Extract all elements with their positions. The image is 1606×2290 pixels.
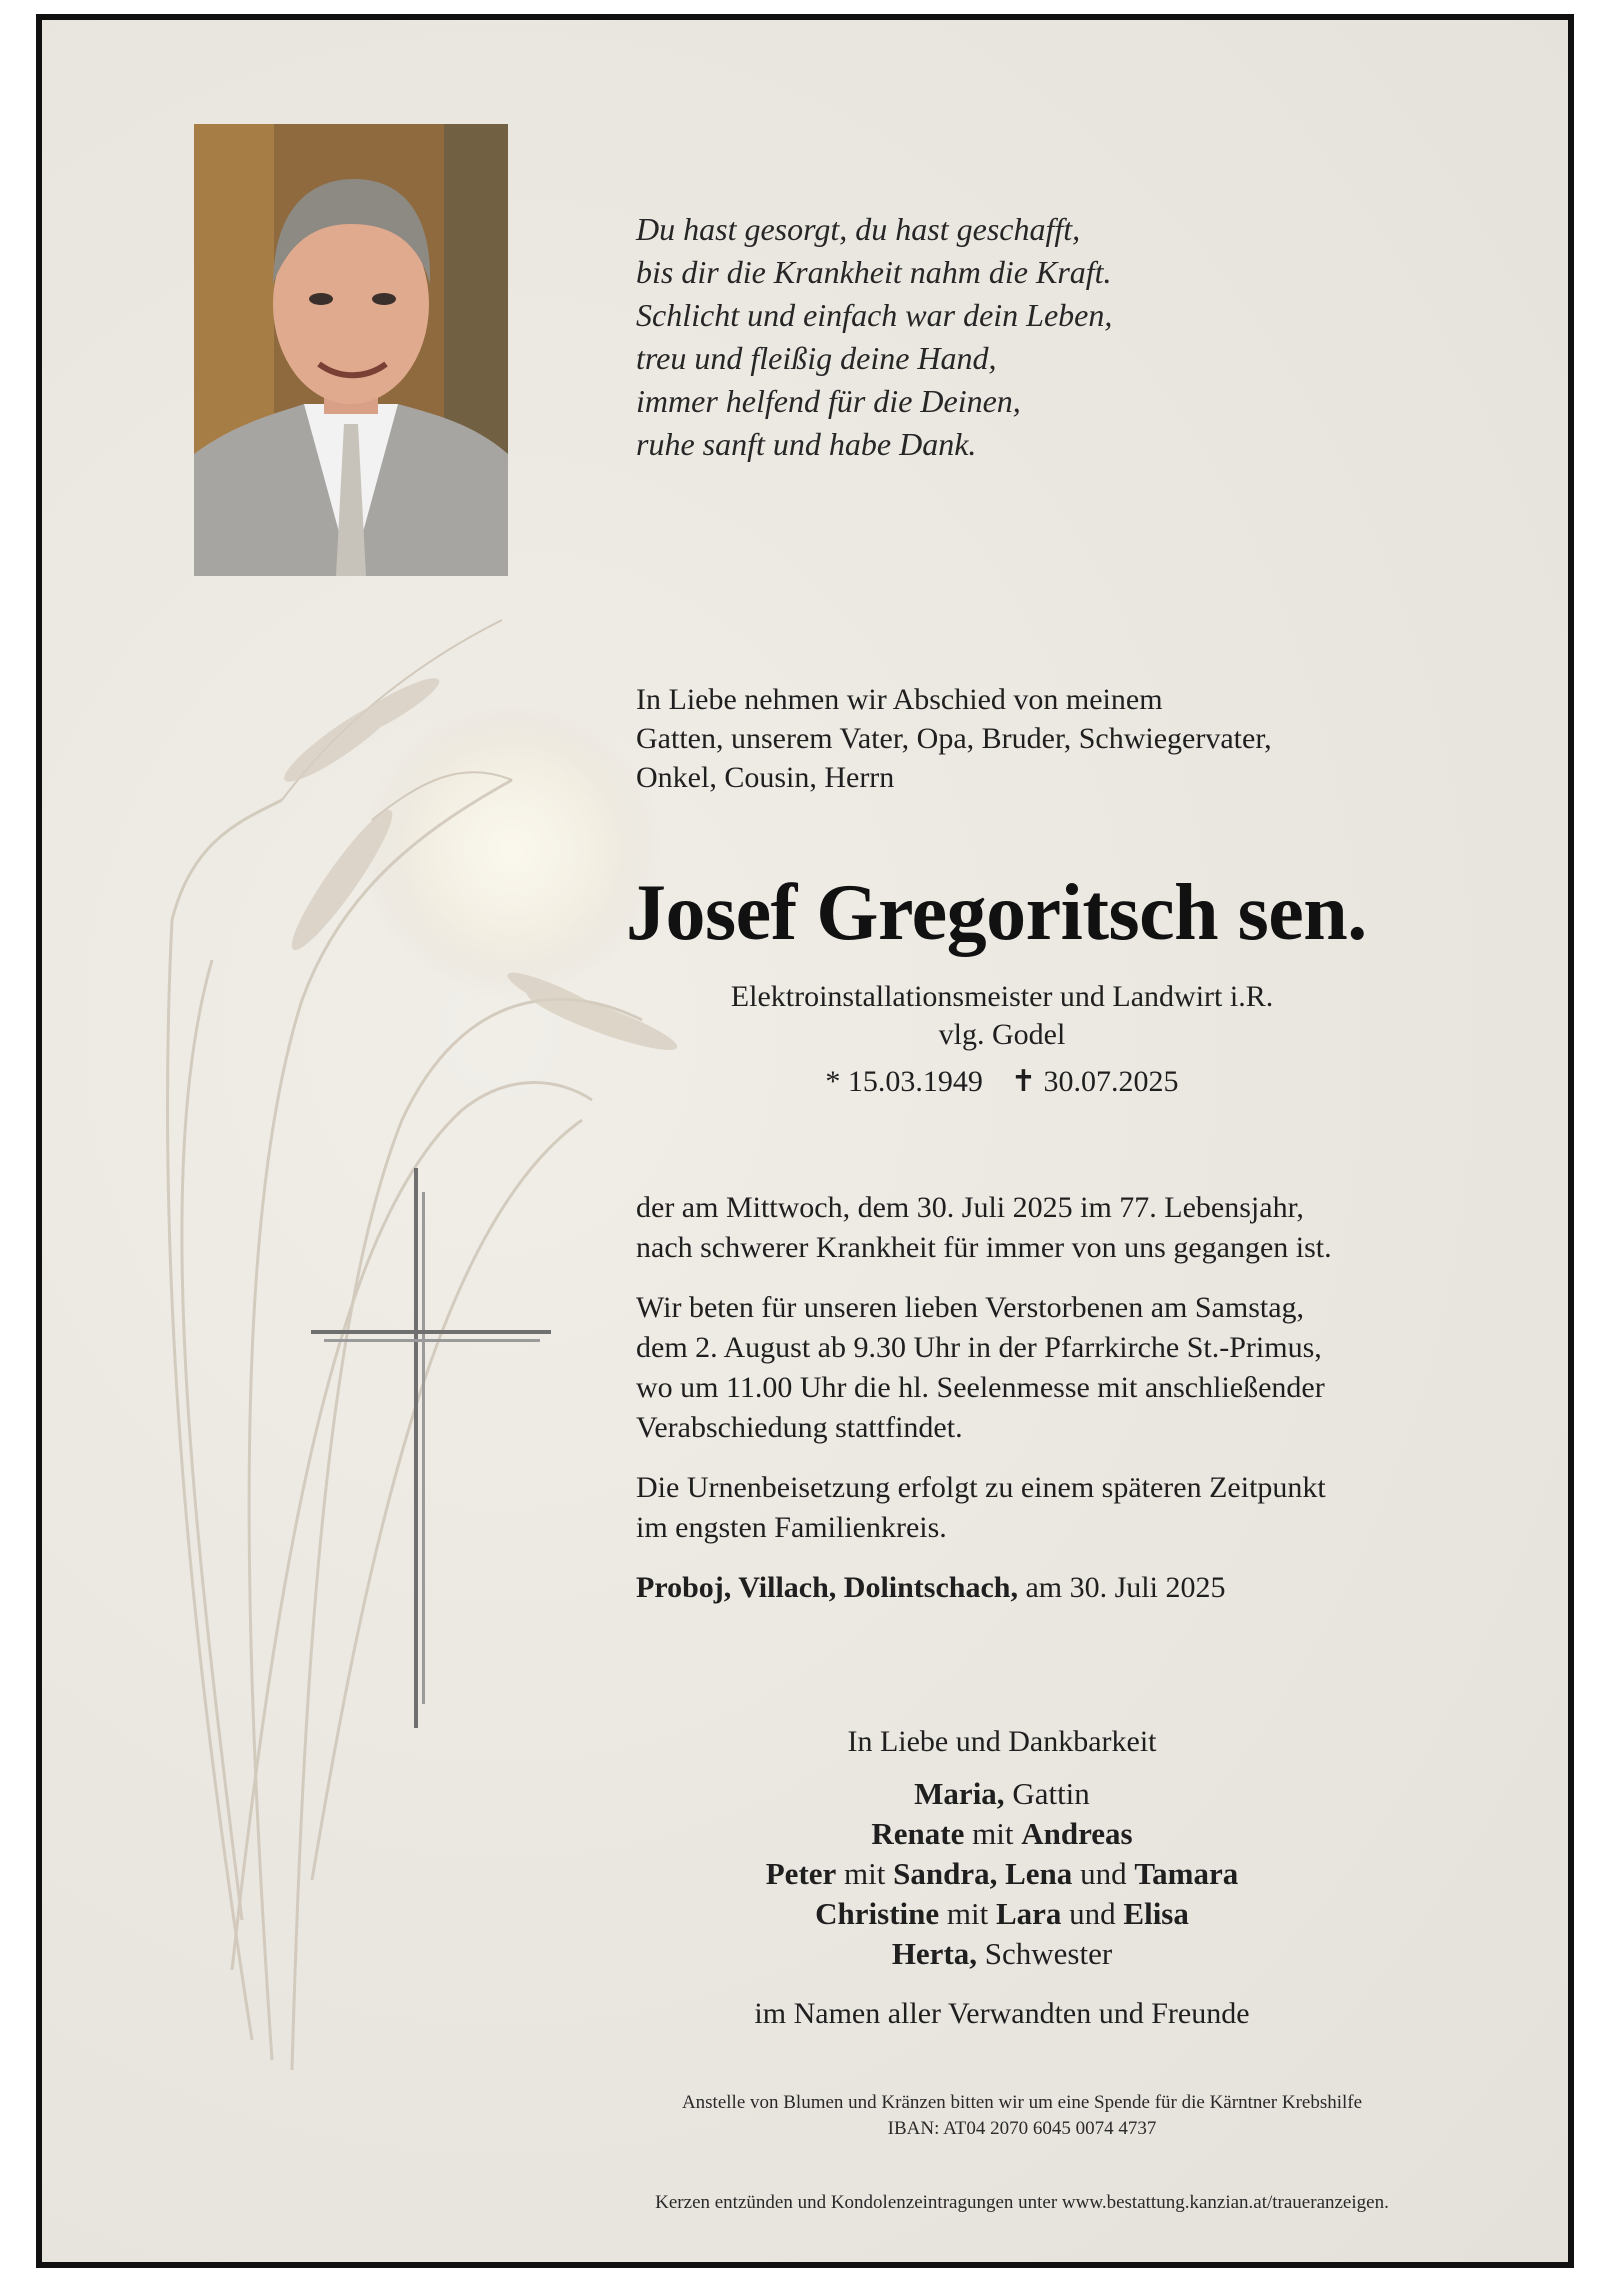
poem-line: immer helfend für die Deinen,: [636, 383, 1021, 419]
poem-line: Du hast gesorgt, du hast geschafft,: [636, 211, 1081, 247]
family-member: Sandra, Lena: [893, 1856, 1073, 1891]
poem: [636, 208, 1336, 466]
text-line: Verabschiedung stattfindet.: [636, 1411, 963, 1444]
intro-line: Gatten, unserem Vater, Opa, Bruder, Schwiegervater,: [636, 722, 1272, 755]
cross-icon: [266, 1168, 566, 1728]
profession: Elektroinstallationsmeister und Landwirt i.R.: [730, 980, 1274, 1013]
iban: IBAN: AT04 2070 6045 0074 4737: [887, 2118, 1157, 2139]
portrait-photo: [194, 124, 508, 576]
intro-line: Onkel, Cousin, Herrn: [636, 761, 895, 794]
thanks-line: In Liebe und Dankbarkeit: [847, 1725, 1157, 1758]
family-line: [602, 1854, 1402, 1894]
poem-line: treu und fleißig deine Hand,: [636, 340, 997, 376]
family-line: [602, 1814, 1402, 1854]
death-paragraph: [636, 1188, 1456, 1268]
condolence-footer: Kerzen entzünden und Kondolenzeintragungen unter www.bestattung.kanzian.at/traueranzeigen.: [655, 2192, 1389, 2213]
family-member: Renate: [871, 1816, 965, 1851]
poem-line: bis dir die Krankheit nahm die Kraft.: [636, 254, 1112, 290]
text-line: wo um 11.00 Uhr die hl. Seelenmesse mit anschließender: [636, 1371, 1325, 1404]
text-line: der am Mittwoch, dem 30. Juli 2025 im 77. Lebensjahr,: [636, 1191, 1304, 1224]
family-member: Tamara: [1134, 1856, 1239, 1891]
family-member: Herta,: [891, 1936, 978, 1971]
place-and-date: [636, 1568, 1456, 1608]
text-line: Die Urnenbeisetzung erfolgt zu einem späteren Zeitpunkt: [636, 1471, 1326, 1504]
relation: Gattin: [1004, 1776, 1090, 1811]
poem-line: ruhe sanft und habe Dank.: [636, 426, 977, 462]
connector: mit: [939, 1896, 996, 1931]
text-line: im engsten Familienkreis.: [636, 1511, 947, 1544]
text-line: nach schwerer Krankheit für immer von uns gegangen ist.: [636, 1231, 1332, 1264]
connector: mit: [836, 1856, 894, 1891]
family-member: Andreas: [1021, 1816, 1133, 1851]
places: Proboj, Villach, Dolintschach,: [636, 1571, 1018, 1604]
burial-paragraph: [636, 1468, 1456, 1548]
poem-line: Schlicht und einfach war dein Leben,: [636, 297, 1113, 333]
family-line: [602, 1894, 1402, 1934]
family-member: Lara: [995, 1896, 1062, 1931]
intro-line: In Liebe nehmen wir Abschied von meinem: [636, 683, 1163, 716]
birth-date: * 15.03.1949: [825, 1065, 983, 1098]
farewell-intro: [636, 680, 1456, 797]
announcement-text: [636, 1188, 1456, 1628]
family-names: [602, 1774, 1402, 1974]
family-member: Maria,: [914, 1776, 1005, 1811]
mourners-section: [602, 1722, 1402, 2034]
family-member: Elisa: [1123, 1896, 1189, 1931]
family-line: [602, 1774, 1402, 1814]
deceased-details: [602, 978, 1402, 1054]
connector: und: [1072, 1856, 1135, 1891]
text-line: Wir beten für unseren lieben Verstorbenen am Samstag,: [636, 1291, 1305, 1324]
family-member: Peter: [765, 1856, 837, 1891]
relation: Schwester: [977, 1936, 1113, 1971]
donation-text: Anstelle von Blumen und Kränzen bitten wir um eine Spende für die Kärntner Krebshilfe: [681, 2092, 1363, 2113]
life-dates: [602, 1064, 1402, 1099]
text-line: dem 2. August ab 9.30 Uhr in der Pfarrkirche St.-Primus,: [636, 1331, 1322, 1364]
all-relatives-line: im Namen aller Verwandten und Freunde: [754, 1997, 1250, 2030]
place-date: am 30. Juli 2025: [1017, 1571, 1226, 1604]
funeral-paragraph: [636, 1288, 1456, 1448]
connector: mit: [964, 1816, 1022, 1851]
deceased-name: Josef Gregoritsch sen.: [626, 869, 1367, 957]
connector: und: [1061, 1896, 1124, 1931]
house-name: vlg. Godel: [938, 1018, 1066, 1051]
family-line: [602, 1934, 1402, 1974]
obituary-frame: [36, 14, 1574, 2268]
donation-note: [602, 2090, 1442, 2142]
family-member: Christine: [815, 1896, 940, 1931]
death-date: ✝ 30.07.2025: [1010, 1065, 1179, 1098]
